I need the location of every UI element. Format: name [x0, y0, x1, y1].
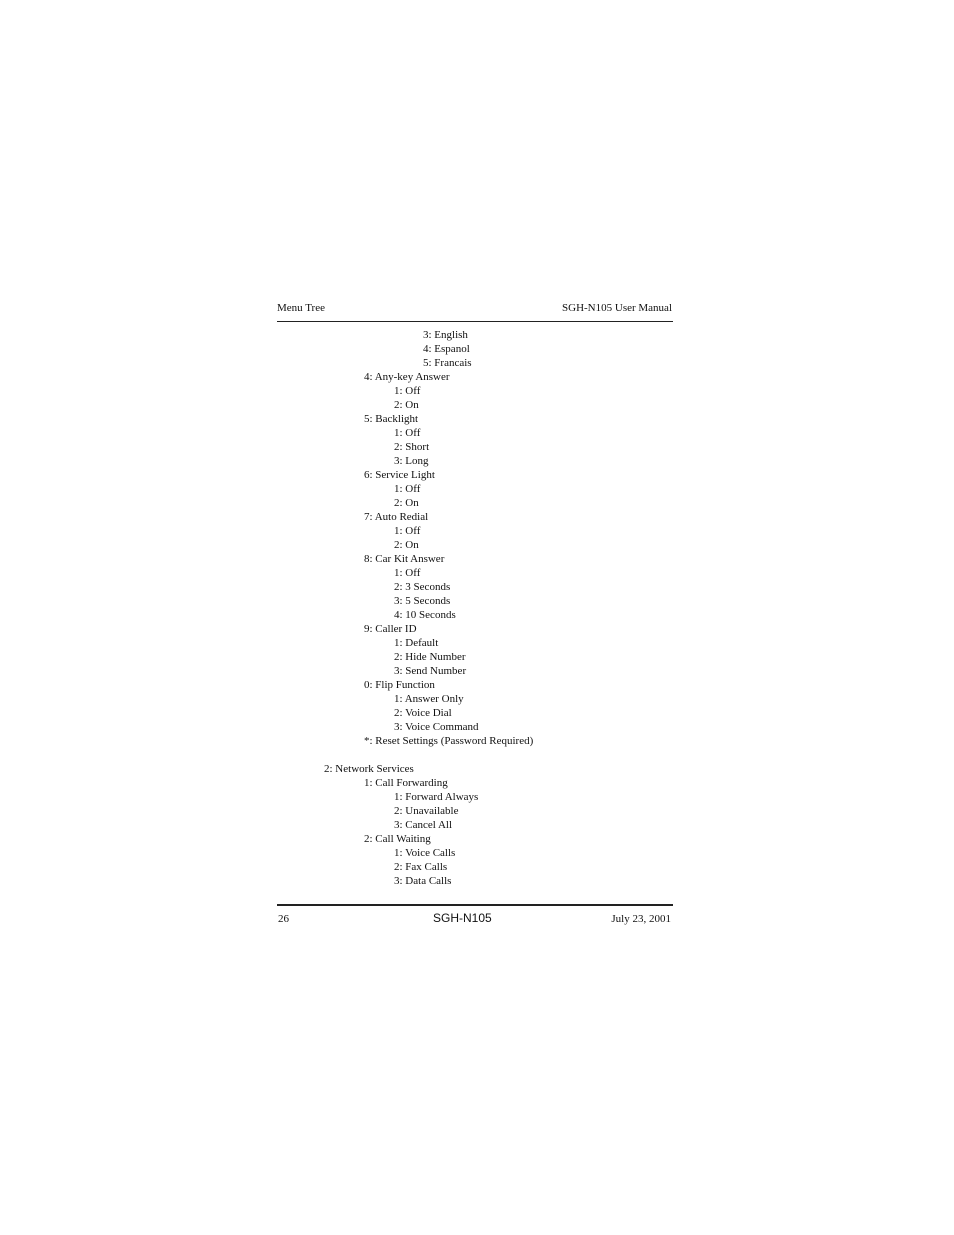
page-number: 26 [278, 913, 289, 925]
menu-tree-item: 2: On [394, 539, 419, 551]
menu-tree-item: 1: Off [394, 427, 421, 439]
menu-tree-item: 1: Voice Calls [394, 847, 456, 859]
menu-tree-item: 0: Flip Function [364, 679, 435, 691]
page-header [277, 301, 673, 322]
menu-tree-item: 7: Auto Redial [364, 511, 429, 523]
menu-tree-item: 1: Answer Only [394, 693, 464, 705]
menu-tree-item: 5: Backlight [364, 413, 419, 425]
menu-tree-item: 4: Any-key Answer [364, 371, 450, 383]
menu-tree-item: 2: Call Waiting [364, 833, 431, 845]
menu-tree-item: 2: Short [394, 441, 430, 453]
menu-tree-item: 1: Off [394, 567, 421, 579]
menu-tree-item: 2: Hide Number [394, 651, 466, 663]
menu-tree-item: 2: Fax Calls [394, 861, 448, 873]
page-footer [277, 904, 673, 932]
menu-tree-item: 1: Off [394, 525, 421, 537]
menu-tree-item: 1: Off [394, 385, 421, 397]
manual-title: SGH-N105 User Manual [562, 302, 672, 314]
menu-tree-item: 1: Call Forwarding [364, 777, 448, 789]
menu-tree-item: 3: Cancel All [394, 819, 453, 831]
menu-tree-item: 5: Francais [423, 357, 472, 369]
menu-tree-item: 1: Off [394, 483, 421, 495]
menu-tree-item: 3: Voice Command [394, 721, 479, 733]
menu-tree-item: 4: Espanol [423, 343, 470, 355]
menu-tree-item: 2: Voice Dial [394, 707, 452, 719]
menu-tree-item: 8: Car Kit Answer [364, 553, 445, 565]
menu-tree-item: 3: Send Number [394, 665, 467, 677]
menu-tree-item: 1: Default [394, 637, 439, 649]
menu-tree-item: 9: Caller ID [364, 623, 417, 635]
menu-tree-item: 2: On [394, 399, 419, 411]
footer-model: SGH-N105 [433, 911, 492, 925]
footer-date: July 23, 2001 [611, 913, 671, 925]
menu-tree-item: 1: Forward Always [394, 791, 479, 803]
section-title: Menu Tree [277, 302, 325, 314]
menu-tree-item: 2: Unavailable [394, 805, 459, 817]
menu-tree-item: 3: 5 Seconds [394, 595, 451, 607]
menu-tree-item: 2: On [394, 497, 419, 509]
menu-tree-item: 4: 10 Seconds [394, 609, 456, 621]
menu-tree-item: 2: Network Services [324, 763, 414, 775]
menu-tree-item: 3: English [423, 329, 468, 341]
menu-tree-item: 2: 3 Seconds [394, 581, 451, 593]
menu-tree-item: 3: Data Calls [394, 875, 452, 887]
menu-tree-item: 3: Long [394, 455, 429, 467]
menu-tree-item: 6: Service Light [364, 469, 435, 481]
menu-tree-item: *: Reset Settings (Password Required) [364, 735, 534, 747]
